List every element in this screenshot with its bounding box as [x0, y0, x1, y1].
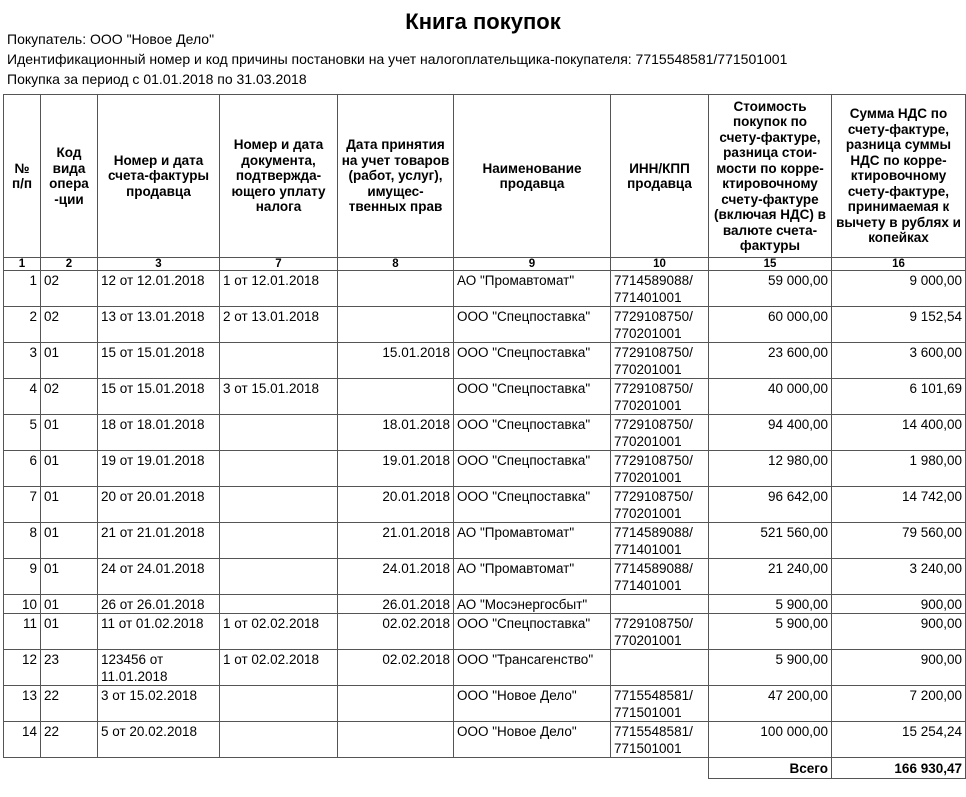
cell-vat: 3 600,00 — [832, 343, 966, 379]
cell-row-number: 13 — [4, 686, 41, 722]
cell-payment-doc: 1 от 02.02.2018 — [220, 650, 338, 686]
cell-vat: 9 152,54 — [832, 307, 966, 343]
cell-seller-name: ООО "Спецпоставка" — [454, 307, 611, 343]
cell-cost: 96 642,00 — [709, 487, 832, 523]
cell-seller-name: АО "Промавтомат" — [454, 523, 611, 559]
table-row — [4, 686, 966, 722]
cell-invoice: 12 от 12.01.2018 — [98, 271, 220, 307]
table-row — [4, 307, 966, 343]
cell-seller-inn: 7729108750/ 770201001 — [611, 614, 709, 650]
cell-invoice: 21 от 21.01.2018 — [98, 523, 220, 559]
cell-payment-doc: 1 от 02.02.2018 — [220, 614, 338, 650]
cell-cost: 521 560,00 — [709, 523, 832, 559]
cell-accept-date: 15.01.2018 — [338, 343, 454, 379]
column-number-3: 3 — [98, 258, 220, 271]
table-row — [4, 379, 966, 415]
header-vat: Сумма НДС по счету-фактуре, разница суммы НДС по корре-ктировочному счету-фактуре, принимаемая к вычету в рублях и копейках — [832, 95, 966, 258]
total-row — [4, 758, 966, 779]
cell-seller-inn — [611, 595, 709, 614]
cell-vat: 900,00 — [832, 650, 966, 686]
cell-accept-date: 20.01.2018 — [338, 487, 454, 523]
cell-payment-doc — [220, 415, 338, 451]
cell-seller-inn: 7729108750/ 770201001 — [611, 487, 709, 523]
cell-payment-doc: 1 от 12.01.2018 — [220, 271, 338, 307]
cell-seller-inn: 7729108750/ 770201001 — [611, 379, 709, 415]
cell-operation-code: 22 — [41, 722, 98, 758]
cell-row-number: 3 — [4, 343, 41, 379]
table-row — [4, 722, 966, 758]
cell-seller-inn — [611, 650, 709, 686]
cell-cost: 5 900,00 — [709, 650, 832, 686]
table-row — [4, 451, 966, 487]
cell-cost: 94 400,00 — [709, 415, 832, 451]
cell-accept-date: 02.02.2018 — [338, 650, 454, 686]
cell-payment-doc — [220, 523, 338, 559]
cell-payment-doc — [220, 595, 338, 614]
cell-seller-name: ООО "Трансагенство" — [454, 650, 611, 686]
cell-seller-inn: 7715548581/ 771501001 — [611, 722, 709, 758]
cell-operation-code: 01 — [41, 343, 98, 379]
cell-operation-code: 01 — [41, 614, 98, 650]
buyer-inn-line: Идентификационный номер и код причины постановки на учет налогоплательщика-покупателя: 7715548581/771501001 — [7, 51, 788, 67]
document-title: Книга покупок — [405, 9, 561, 34]
header-payment-doc: Номер и дата документа, подтвержда-ющего уплату налога — [220, 95, 338, 258]
cell-row-number: 12 — [4, 650, 41, 686]
cell-seller-name: АО "Промавтомат" — [454, 271, 611, 307]
cell-invoice: 13 от 13.01.2018 — [98, 307, 220, 343]
cell-operation-code: 01 — [41, 595, 98, 614]
cell-seller-inn: 7729108750/ 770201001 — [611, 307, 709, 343]
cell-vat: 3 240,00 — [832, 559, 966, 595]
cell-vat: 15 254,24 — [832, 722, 966, 758]
cell-vat: 14 400,00 — [832, 415, 966, 451]
cell-row-number: 6 — [4, 451, 41, 487]
header-seller-name: Наименование продавца — [454, 95, 611, 258]
cell-invoice: 15 от 15.01.2018 — [98, 379, 220, 415]
cell-accept-date — [338, 271, 454, 307]
cell-row-number: 4 — [4, 379, 41, 415]
cell-vat: 6 101,69 — [832, 379, 966, 415]
header-row — [4, 95, 966, 258]
cell-accept-date: 24.01.2018 — [338, 559, 454, 595]
cell-cost: 21 240,00 — [709, 559, 832, 595]
table-row — [4, 650, 966, 686]
cell-payment-doc — [220, 487, 338, 523]
cell-cost: 23 600,00 — [709, 343, 832, 379]
cell-invoice: 123456 от 11.01.2018 — [98, 650, 220, 686]
cell-accept-date — [338, 379, 454, 415]
cell-accept-date: 21.01.2018 — [338, 523, 454, 559]
cell-accept-date — [338, 307, 454, 343]
cell-cost: 47 200,00 — [709, 686, 832, 722]
column-number-row — [4, 258, 966, 271]
cell-vat: 900,00 — [832, 595, 966, 614]
cell-seller-inn: 7714589088/ 771401001 — [611, 271, 709, 307]
cell-invoice: 11 от 01.02.2018 — [98, 614, 220, 650]
table-row — [4, 271, 966, 307]
cell-row-number: 7 — [4, 487, 41, 523]
cell-seller-inn: 7715548581/ 771501001 — [611, 686, 709, 722]
cell-seller-inn: 7729108750/ 770201001 — [611, 451, 709, 487]
table-row — [4, 559, 966, 595]
cell-operation-code: 23 — [41, 650, 98, 686]
period-line: Покупка за период с 01.01.2018 по 31.03.2018 — [7, 71, 307, 87]
column-number-16: 16 — [832, 258, 966, 271]
cell-accept-date: 19.01.2018 — [338, 451, 454, 487]
cell-seller-name: ООО "Спецпоставка" — [454, 379, 611, 415]
cell-cost: 5 900,00 — [709, 595, 832, 614]
cell-row-number: 11 — [4, 614, 41, 650]
cell-payment-doc — [220, 451, 338, 487]
cell-seller-name: АО "Мосэнергосбыт" — [454, 595, 611, 614]
cell-seller-name: АО "Промавтомат" — [454, 559, 611, 595]
table-row — [4, 343, 966, 379]
cell-row-number: 1 — [4, 271, 41, 307]
cell-cost: 60 000,00 — [709, 307, 832, 343]
cell-operation-code: 02 — [41, 271, 98, 307]
cell-seller-name: ООО "Спецпоставка" — [454, 451, 611, 487]
cell-payment-doc — [220, 686, 338, 722]
column-number-9: 9 — [454, 258, 611, 271]
cell-payment-doc — [220, 559, 338, 595]
cell-vat: 14 742,00 — [832, 487, 966, 523]
header-accept-date: Дата принятия на учет товаров (работ, услуг), имущес-твенных прав — [338, 95, 454, 258]
cell-vat: 9 000,00 — [832, 271, 966, 307]
column-number-8: 8 — [338, 258, 454, 271]
table-row — [4, 523, 966, 559]
cell-operation-code: 01 — [41, 559, 98, 595]
cell-operation-code: 02 — [41, 307, 98, 343]
cell-row-number: 10 — [4, 595, 41, 614]
cell-operation-code: 22 — [41, 686, 98, 722]
header-row-number: № п/п — [4, 95, 41, 258]
cell-seller-name: ООО "Спецпоставка" — [454, 614, 611, 650]
cell-seller-name: ООО "Спецпоставка" — [454, 343, 611, 379]
cell-vat: 1 980,00 — [832, 451, 966, 487]
header-invoice: Номер и дата счета-фактуры продавца — [98, 95, 220, 258]
cell-payment-doc — [220, 343, 338, 379]
cell-operation-code: 01 — [41, 487, 98, 523]
column-number-2: 2 — [41, 258, 98, 271]
cell-seller-inn: 7714589088/ 771401001 — [611, 559, 709, 595]
header-seller-inn: ИНН/КПП продавца — [611, 95, 709, 258]
cell-accept-date — [338, 722, 454, 758]
cell-operation-code: 02 — [41, 379, 98, 415]
cell-row-number: 14 — [4, 722, 41, 758]
table-row — [4, 614, 966, 650]
cell-seller-inn: 7729108750/ 770201001 — [611, 415, 709, 451]
cell-invoice: 24 от 24.01.2018 — [98, 559, 220, 595]
cell-payment-doc: 3 от 15.01.2018 — [220, 379, 338, 415]
total-value: 166 930,47 — [832, 758, 966, 779]
total-label: Всего — [709, 758, 832, 779]
cell-invoice: 19 от 19.01.2018 — [98, 451, 220, 487]
cell-operation-code: 01 — [41, 451, 98, 487]
table-row — [4, 595, 966, 614]
cell-accept-date: 26.01.2018 — [338, 595, 454, 614]
table-row — [4, 487, 966, 523]
cell-operation-code: 01 — [41, 523, 98, 559]
cell-seller-name: ООО "Новое Дело" — [454, 686, 611, 722]
column-number-1: 1 — [4, 258, 41, 271]
header-cost: Стоимость покупок по счету-фактуре, разница стои-мости по корре-ктировочному счету-фактуре (включая НДС) в валюте счета-фактуры — [709, 95, 832, 258]
cell-cost: 59 000,00 — [709, 271, 832, 307]
cell-invoice: 15 от 15.01.2018 — [98, 343, 220, 379]
total-spacer — [4, 758, 709, 779]
cell-seller-name: ООО "Спецпоставка" — [454, 415, 611, 451]
cell-invoice: 20 от 20.01.2018 — [98, 487, 220, 523]
cell-cost: 100 000,00 — [709, 722, 832, 758]
table-body — [4, 271, 966, 779]
cell-vat: 900,00 — [832, 614, 966, 650]
cell-cost: 5 900,00 — [709, 614, 832, 650]
cell-accept-date: 02.02.2018 — [338, 614, 454, 650]
cell-invoice: 26 от 26.01.2018 — [98, 595, 220, 614]
cell-invoice: 5 от 20.02.2018 — [98, 722, 220, 758]
cell-invoice: 18 от 18.01.2018 — [98, 415, 220, 451]
cell-row-number: 2 — [4, 307, 41, 343]
column-number-15: 15 — [709, 258, 832, 271]
header-operation-code: Код вида опера -ции — [41, 95, 98, 258]
cell-seller-name: ООО "Новое Дело" — [454, 722, 611, 758]
cell-seller-inn: 7714589088/ 771401001 — [611, 523, 709, 559]
cell-seller-inn: 7729108750/ 770201001 — [611, 343, 709, 379]
table-row — [4, 415, 966, 451]
cell-invoice: 3 от 15.02.2018 — [98, 686, 220, 722]
cell-vat: 7 200,00 — [832, 686, 966, 722]
cell-accept-date: 18.01.2018 — [338, 415, 454, 451]
cell-row-number: 9 — [4, 559, 41, 595]
cell-seller-name: ООО "Спецпоставка" — [454, 487, 611, 523]
column-number-10: 10 — [611, 258, 709, 271]
column-number-7: 7 — [220, 258, 338, 271]
cell-payment-doc: 2 от 13.01.2018 — [220, 307, 338, 343]
cell-cost: 12 980,00 — [709, 451, 832, 487]
cell-accept-date — [338, 686, 454, 722]
cell-row-number: 5 — [4, 415, 41, 451]
purchase-book-table — [3, 94, 966, 779]
cell-operation-code: 01 — [41, 415, 98, 451]
cell-row-number: 8 — [4, 523, 41, 559]
buyer-line: Покупатель: ООО "Новое Дело" — [7, 31, 215, 47]
cell-vat: 79 560,00 — [832, 523, 966, 559]
cell-payment-doc — [220, 722, 338, 758]
cell-cost: 40 000,00 — [709, 379, 832, 415]
